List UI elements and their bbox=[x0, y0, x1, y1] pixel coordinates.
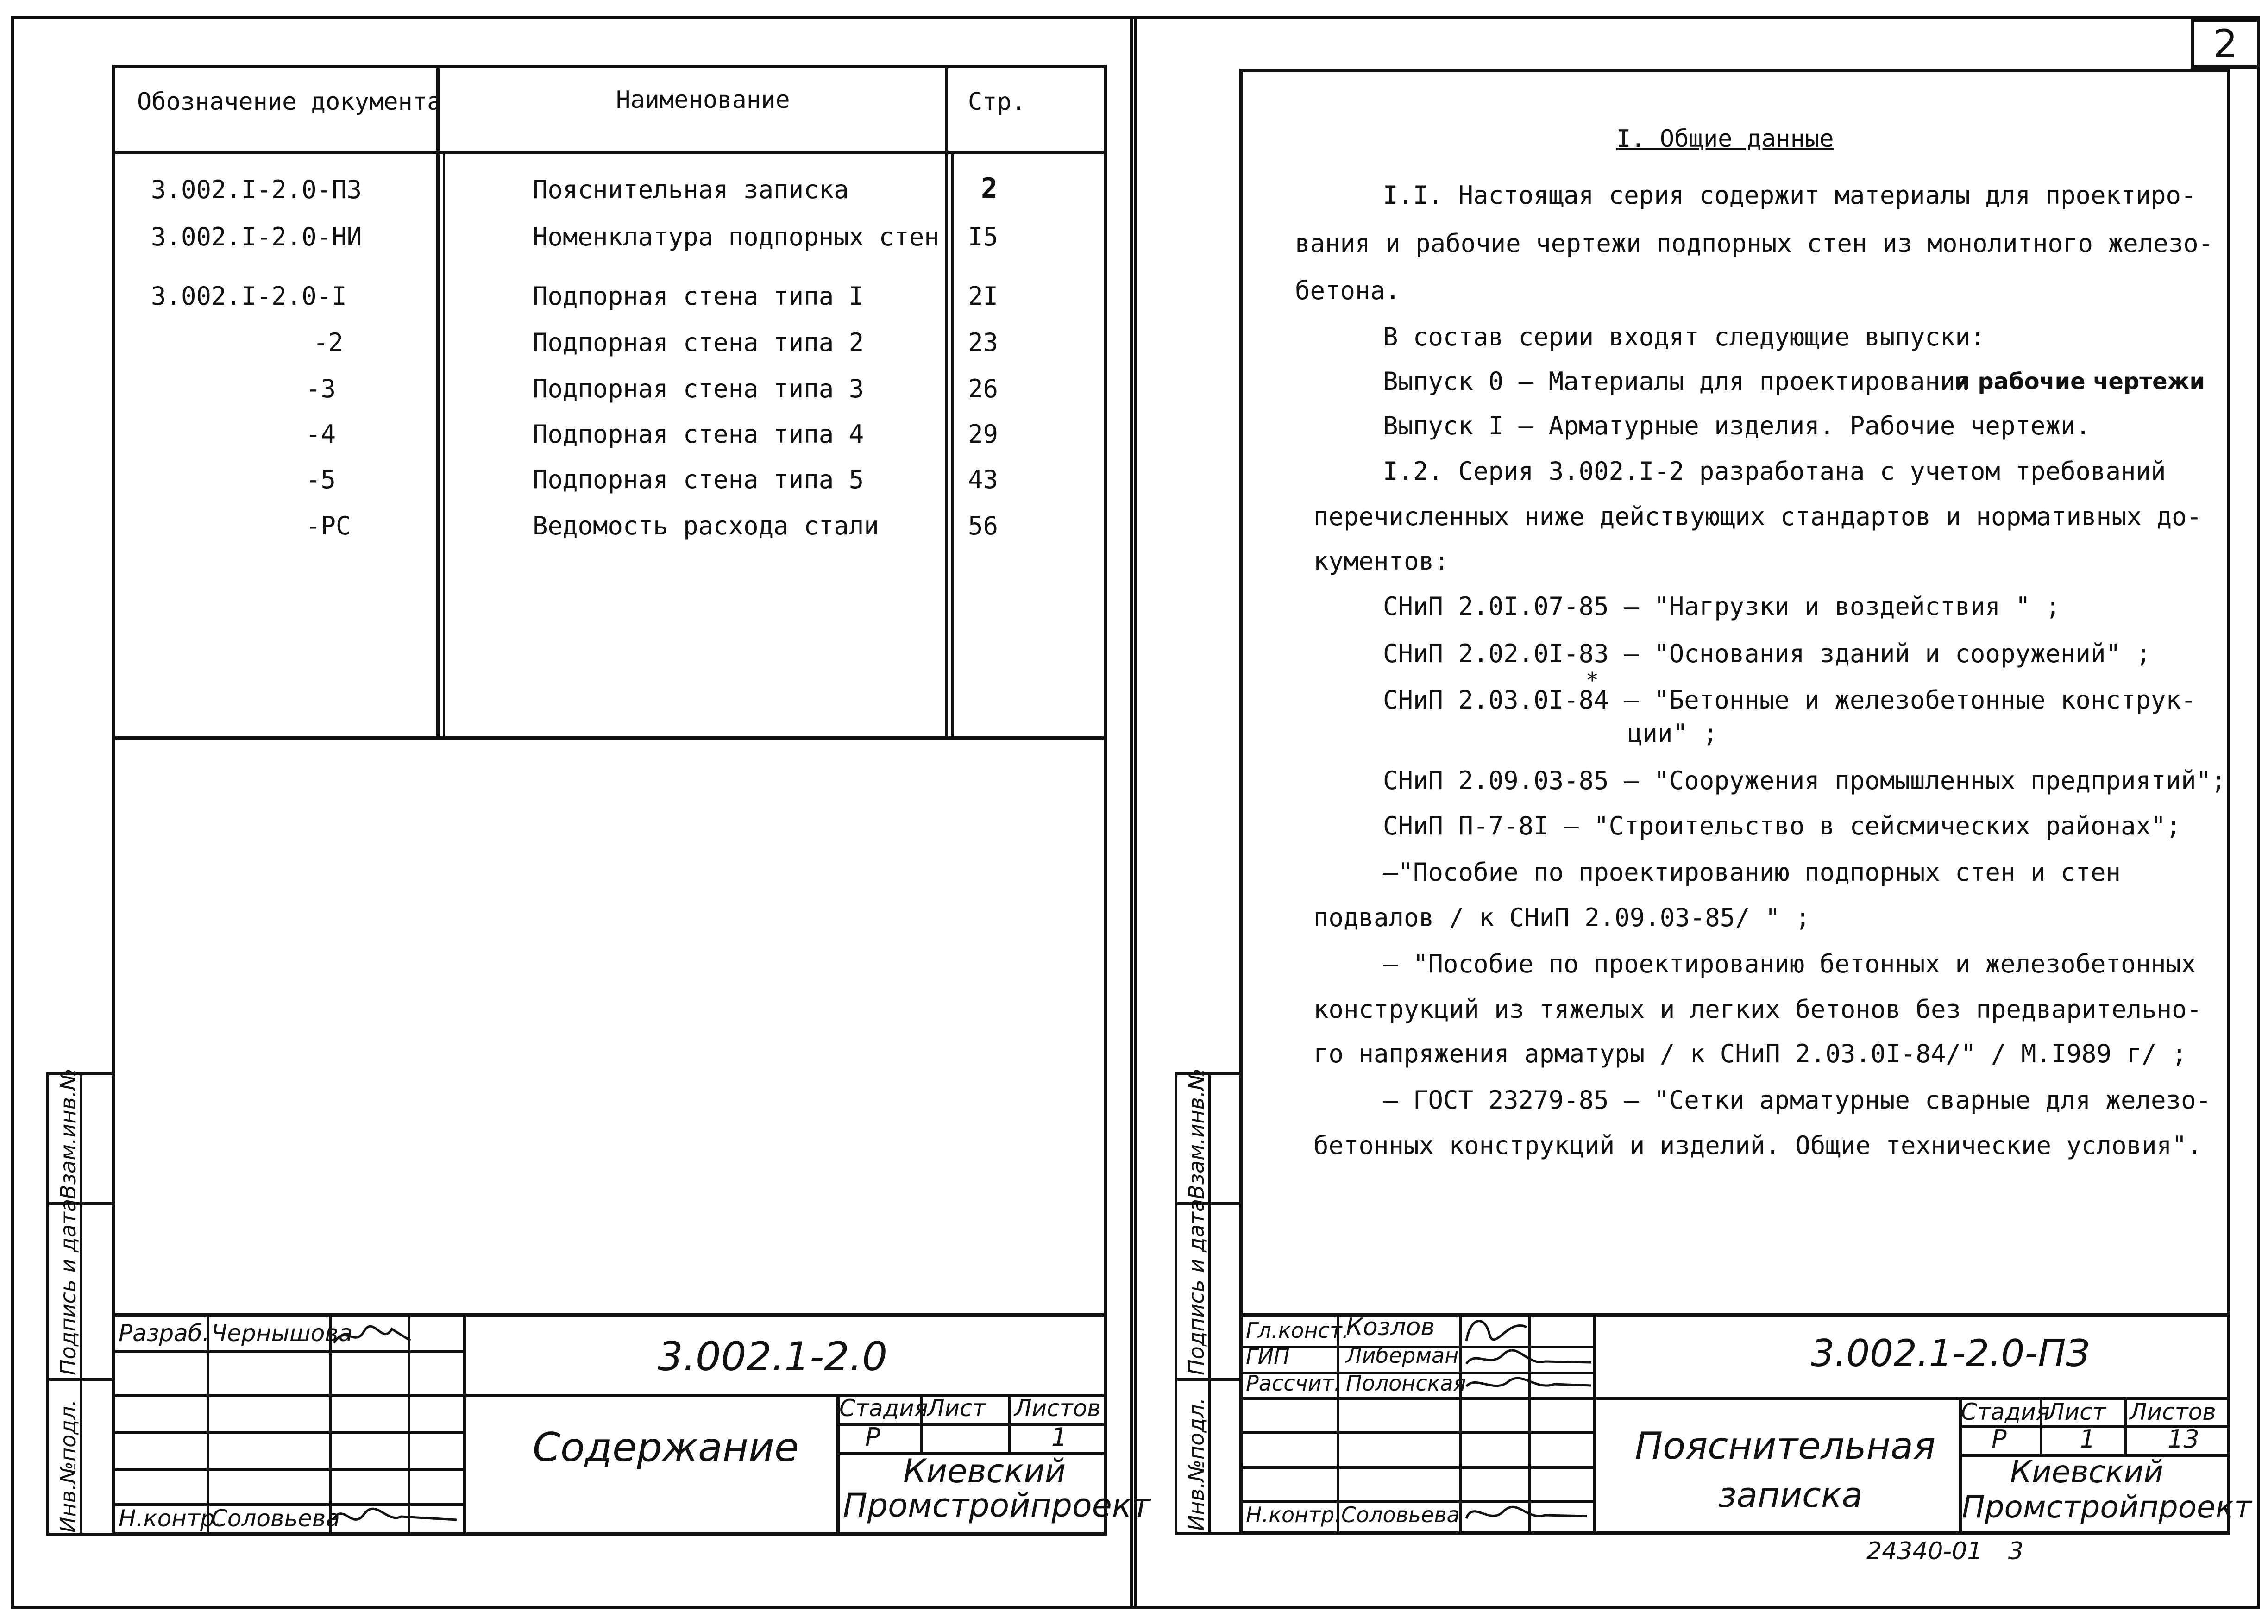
right-stamp-org-line2: Промстройпроект bbox=[1962, 1489, 2252, 1525]
header-page: Стр. bbox=[968, 88, 1026, 116]
row-name: Подпорная стена типа I bbox=[533, 282, 864, 311]
row-code: 3.002.I-2.0-I bbox=[151, 282, 347, 311]
body-line: ции" ; bbox=[1627, 719, 1718, 748]
body-line: Выпуск I – Арматурные изделия. Рабочие чертежи. bbox=[1383, 411, 2091, 440]
right-margin-label-3: Взам.инв.№ bbox=[1184, 1068, 1209, 1199]
archive-sheet: 3 bbox=[2008, 1537, 2024, 1565]
signature-icon bbox=[1462, 1373, 1596, 1396]
body-line: перечисленных ниже действующих стандартов и нормативных до- bbox=[1313, 502, 2202, 531]
body-line: бетона. bbox=[1295, 276, 1401, 305]
right-stamp-code: 3.002.1-2.0-ПЗ bbox=[1811, 1332, 2090, 1375]
contents-col-divider-1 bbox=[436, 65, 440, 736]
left-stamp-name2: Соловьева bbox=[211, 1505, 340, 1532]
left-stamp-sheet-label: Лист bbox=[927, 1395, 986, 1422]
left-stamp-stage: Р bbox=[865, 1423, 880, 1452]
left-stamp-v1 bbox=[207, 1313, 209, 1536]
right-stamp-name2: Либерман bbox=[1346, 1343, 1459, 1368]
body-line: – ГОСТ 23279-85 – "Сетки арматурные сварные для железо- bbox=[1383, 1085, 2211, 1115]
row-name: Ведомость расхода стали bbox=[533, 511, 879, 540]
left-stamp-name1: Чернышова bbox=[211, 1320, 353, 1347]
left-stamp-org-line2: Промстройпроект bbox=[843, 1486, 1150, 1524]
row-code: -2 bbox=[313, 328, 344, 357]
left-stamp-role2: Н.контр. bbox=[119, 1505, 222, 1532]
signature-icon bbox=[1462, 1313, 1531, 1346]
handwritten-insert: и рабочие чертежи bbox=[1954, 369, 2205, 395]
row-name: Подпорная стена типа 4 bbox=[533, 420, 864, 449]
row-name: Номенклатура подпорных стен bbox=[533, 222, 939, 251]
right-stamp-stage: Р bbox=[1992, 1424, 2007, 1454]
right-margin-label-2: Подпись и дата bbox=[1184, 1198, 1209, 1375]
right-stamp-title-line2: записка bbox=[1718, 1475, 1863, 1515]
right-margin-label-1: Инв.№подл. bbox=[1184, 1397, 1209, 1531]
right-stamp-sheet-label: Лист bbox=[2047, 1398, 2106, 1425]
row-name: Пояснительная записка bbox=[533, 175, 849, 204]
body-line: подвалов / к СНиП 2.09.03-85/ " ; bbox=[1313, 903, 1810, 932]
body-line: СНиП П-7-8I – "Строительство в сейсмических районах"; bbox=[1383, 811, 2181, 840]
row-page: 23 bbox=[968, 328, 999, 357]
right-stamp-name1: Козлов bbox=[1346, 1313, 1435, 1341]
archive-number: 24340-01 bbox=[1866, 1537, 1983, 1565]
left-stamp-h3 bbox=[112, 1431, 464, 1434]
header-document-name: Наименование bbox=[616, 86, 790, 114]
signature-icon bbox=[1462, 1498, 1591, 1530]
right-stamp-name3: Полонская bbox=[1346, 1371, 1466, 1396]
left-stamp-v4 bbox=[463, 1313, 466, 1536]
contents-col-divider-2b bbox=[951, 153, 954, 736]
left-stamp-h4 bbox=[112, 1468, 464, 1471]
right-stamp-role2: ГИП bbox=[1246, 1344, 1290, 1369]
body-line: I.2. Серия 3.002.I-2 разработана с учетом требований bbox=[1383, 457, 2166, 486]
right-stamp-sheets: 13 bbox=[2167, 1424, 2199, 1454]
row-page: 26 bbox=[968, 374, 999, 403]
right-stamp-role4: Н.контр. bbox=[1246, 1502, 1341, 1527]
left-stamp-role1: Разраб. bbox=[119, 1320, 210, 1347]
left-stamp-stage-label: Стадия bbox=[839, 1395, 928, 1422]
signature-icon bbox=[1462, 1348, 1596, 1371]
row-name: Подпорная стена типа 3 bbox=[533, 374, 864, 403]
body-line: Выпуск 0 – Материалы для проектирования bbox=[1383, 367, 1970, 396]
body-line: конструкций из тяжелых и легких бетонов без предварительно- bbox=[1313, 995, 2202, 1024]
row-code: 3.002.I-2.0-НИ bbox=[151, 222, 362, 251]
right-stamp-title-line1: Пояснительная bbox=[1635, 1424, 1936, 1467]
body-line: – "Пособие по проектированию бетонных и железобетонных bbox=[1383, 949, 2196, 978]
left-stamp-title: Содержание bbox=[533, 1424, 799, 1471]
signature-icon bbox=[332, 1320, 415, 1352]
right-stamp-org-line1: Киевский bbox=[2010, 1454, 2164, 1490]
right-stamp-h4 bbox=[1239, 1431, 1596, 1434]
header-document-code: Обозначение документа bbox=[137, 88, 442, 116]
row-page: 43 bbox=[968, 465, 999, 494]
row-page: 56 bbox=[968, 511, 999, 540]
row-code: -РС bbox=[306, 511, 351, 540]
section-heading: I. Общие данные bbox=[1616, 125, 1834, 153]
contents-col-divider-1b bbox=[443, 153, 445, 736]
body-line: бетонных конструкций и изделий. Общие технические условия". bbox=[1313, 1131, 2202, 1160]
body-line: кументов: bbox=[1313, 546, 1449, 576]
row-page: I5 bbox=[968, 222, 999, 251]
left-stamp-org-line1: Киевский bbox=[903, 1452, 1066, 1490]
body-line: I.I. Настоящая серия содержит материалы для проектиро- bbox=[1383, 181, 2196, 210]
right-stamp-stage-label: Стадия bbox=[1961, 1398, 2050, 1425]
right-stamp-role3: Рассчит. bbox=[1246, 1371, 1341, 1396]
row-name: Подпорная стена типа 2 bbox=[533, 328, 864, 357]
body-line: –"Пособие по проектированию подпорных стен и стен bbox=[1383, 858, 2121, 887]
right-stamp-sheets-label: Листов bbox=[2130, 1398, 2216, 1425]
row-code: -4 bbox=[306, 420, 336, 449]
row-code: -3 bbox=[306, 374, 336, 403]
row-page: 2I bbox=[968, 282, 999, 311]
row-code: 3.002.I-2.0-ПЗ bbox=[151, 175, 362, 204]
right-stamp-sheet: 1 bbox=[2080, 1424, 2096, 1454]
body-line: СНиП 2.02.0I-83 – "Основания зданий и сооружений" ; bbox=[1383, 639, 2151, 668]
left-stamp-top bbox=[112, 1313, 1107, 1317]
body-line: СНиП 2.03.0I-84 – "Бетонные и железобетонные конструк- bbox=[1383, 685, 2196, 715]
row-code: -5 bbox=[306, 465, 336, 494]
contents-col-divider-2 bbox=[945, 65, 948, 736]
left-margin-split-2 bbox=[46, 1378, 115, 1381]
left-stamp-code: 3.002.1-2.0 bbox=[658, 1334, 888, 1380]
asterisk-mark: * bbox=[1586, 668, 1599, 693]
signature-icon bbox=[332, 1500, 461, 1533]
right-stamp-h5 bbox=[1239, 1466, 1596, 1469]
body-line: вания и рабочие чертежи подпорных стен из монолитного железо- bbox=[1295, 229, 2214, 258]
row-page: 2 bbox=[981, 172, 998, 205]
body-line: СНиП 2.09.03-85 – "Сооружения промышленных предприятий"; bbox=[1383, 766, 2226, 795]
left-margin-label-2: Подпись и дата bbox=[56, 1198, 81, 1375]
body-line: СНиП 2.0I.07-85 – "Нагрузки и воздействия " ; bbox=[1383, 592, 2061, 621]
left-margin-label-3: Взам.инв.№ bbox=[56, 1068, 81, 1199]
row-name: Подпорная стена типа 5 bbox=[533, 465, 864, 494]
left-stamp-sheets-label: Листов bbox=[1014, 1395, 1101, 1422]
page-number: 2 bbox=[2213, 21, 2238, 67]
right-stamp-role1: Гл.конст. bbox=[1246, 1318, 1349, 1343]
contents-bottom-line bbox=[112, 736, 1107, 740]
right-margin-split-2 bbox=[1175, 1378, 1242, 1381]
body-line: В состав серии входят следующие выпуски: bbox=[1383, 322, 1985, 351]
left-margin-label-1: Инв.№подл. bbox=[56, 1399, 81, 1533]
body-line: го напряжения арматуры / к СНиП 2.03.0I-84/" / М.I989 г/ ; bbox=[1313, 1039, 2187, 1068]
left-stamp-sheets: 1 bbox=[1051, 1423, 1068, 1452]
row-page: 29 bbox=[968, 420, 999, 449]
right-stamp-name4: Соловьева bbox=[1341, 1502, 1460, 1527]
contents-header-line bbox=[112, 151, 1107, 154]
